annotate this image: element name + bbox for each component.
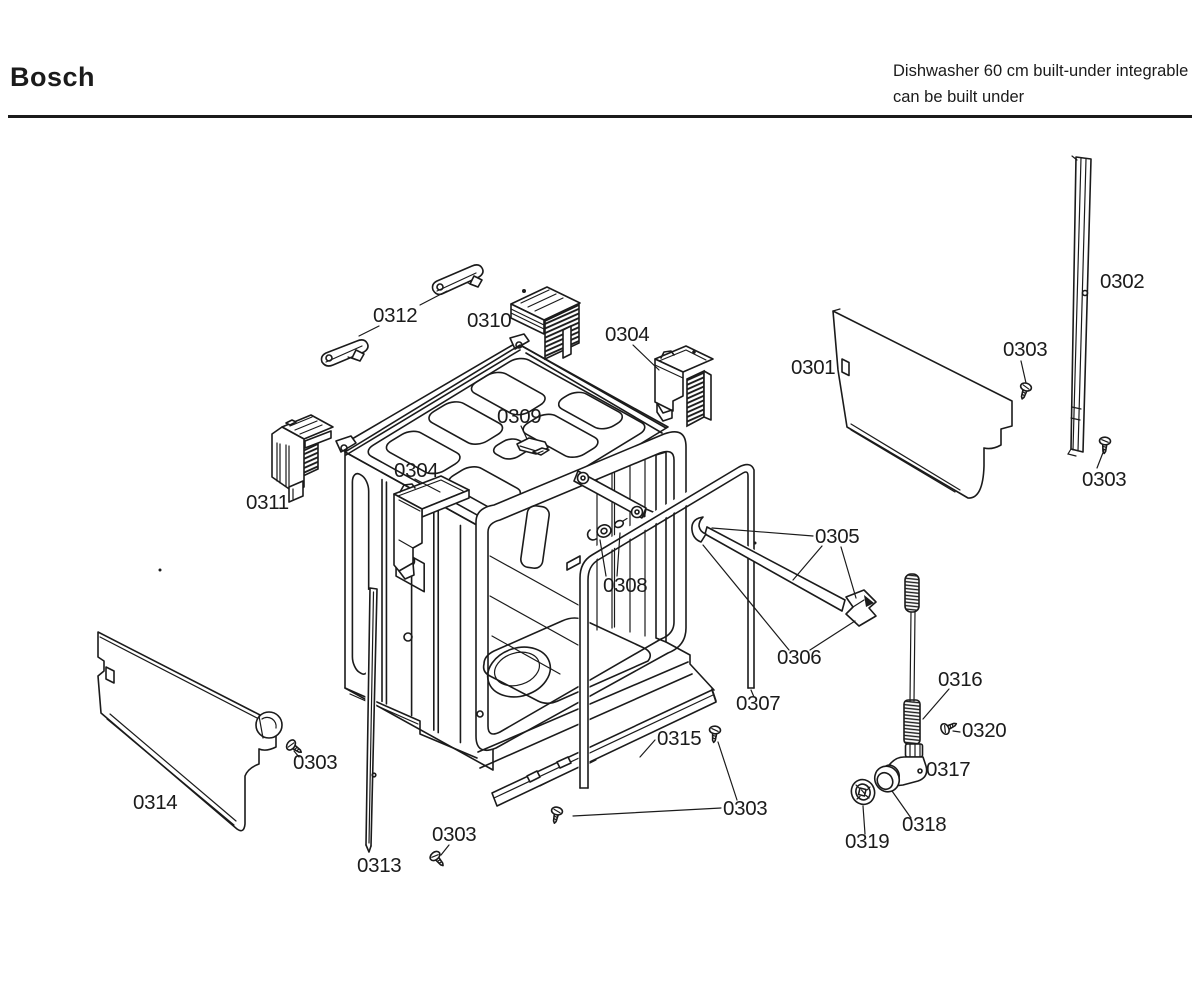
part-label-0301-3: 0301 <box>791 356 836 379</box>
part-label-0307-13: 0307 <box>736 692 781 715</box>
bracket-0311 <box>272 415 333 502</box>
brand-logo: Bosch <box>10 62 96 92</box>
part-label-0309-7: 0309 <box>497 405 542 428</box>
part-label-0303-6: 0303 <box>1082 468 1127 491</box>
screw-0303-top-right <box>1017 382 1032 401</box>
spindle-top <box>905 574 919 612</box>
screw-0303-bottom <box>428 850 447 870</box>
screw-0303-base <box>549 806 563 824</box>
bracket-0310 <box>511 287 580 359</box>
document-title <box>893 58 1193 110</box>
document-title-line1: Dishwasher 60 cm built-under integrable <box>893 62 1189 80</box>
screw-0303-base-right <box>708 726 721 743</box>
part-label-0303-21: 0303 <box>293 751 338 774</box>
rail-0313 <box>366 588 377 852</box>
part-label-0318-17: 0318 <box>902 813 947 836</box>
part-label-0313-24: 0313 <box>357 854 402 877</box>
screw-0303-right <box>1099 437 1111 454</box>
side-panel-0301 <box>833 309 1012 498</box>
screws <box>285 382 1111 869</box>
part-label-0316-14: 0316 <box>938 668 983 691</box>
part-label-0315-19: 0315 <box>657 727 702 750</box>
part-label-0317-16: 0317 <box>926 758 971 781</box>
spindle-0316 <box>904 700 920 744</box>
part-label-0303-23: 0303 <box>432 823 477 846</box>
document-title-line2: can be built under <box>893 88 1025 106</box>
header-divider <box>8 115 1192 118</box>
part-label-0306-12: 0306 <box>777 646 822 669</box>
part-label-0310-1: 0310 <box>467 309 512 332</box>
part-label-0312-0: 0312 <box>373 304 418 327</box>
part-label-0303-20: 0303 <box>723 797 768 820</box>
panel-cap <box>256 712 282 738</box>
side-panel-0314 <box>98 632 282 831</box>
rod-clip <box>692 517 706 542</box>
part-label-0304-8: 0304 <box>394 459 439 482</box>
part-label-0311-9: 0311 <box>246 491 289 514</box>
clip-0312-lower <box>322 340 369 366</box>
part-label-0302-5: 0302 <box>1100 270 1145 293</box>
grommet-0319 <box>848 776 878 807</box>
part-label-0319-18: 0319 <box>845 830 890 853</box>
bracket-0304-top <box>655 346 713 426</box>
print-speck <box>159 569 162 572</box>
part-label-0305-11: 0305 <box>815 525 860 548</box>
print-speck <box>754 542 757 545</box>
part-label-0304-2: 0304 <box>605 323 650 346</box>
trim-rail-0302 <box>1068 156 1091 456</box>
part-label-0320-15: 0320 <box>962 719 1007 742</box>
clip-0309 <box>517 438 549 455</box>
part-label-0314-22: 0314 <box>133 791 178 814</box>
part-number-labels <box>133 270 1144 877</box>
part-label-0308-10: 0308 <box>603 574 648 597</box>
bracket-0304-left <box>394 476 469 579</box>
screw-0320 <box>939 719 958 736</box>
part-label-0303-4: 0303 <box>1003 338 1048 361</box>
rod-bracket-0306 <box>846 590 876 626</box>
clip-0312-upper <box>433 265 484 295</box>
